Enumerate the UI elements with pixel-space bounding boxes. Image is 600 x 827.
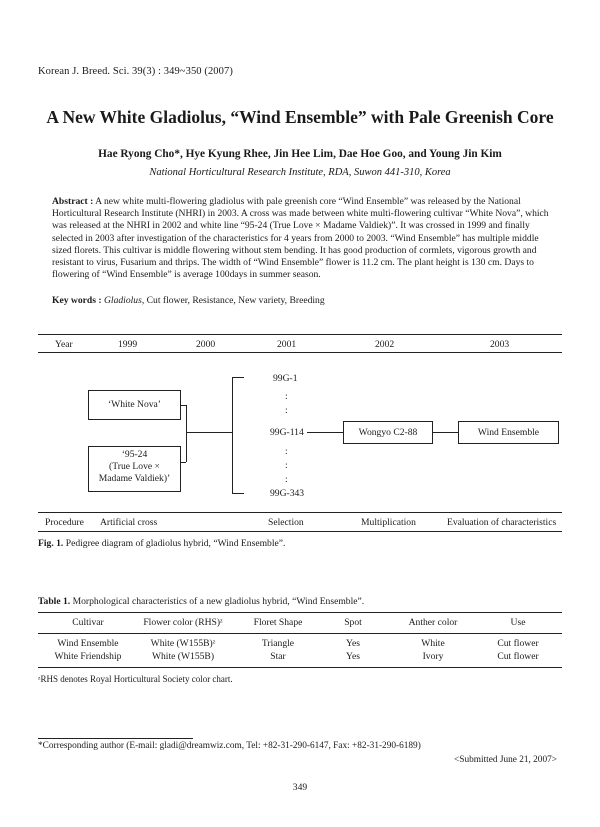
wind-ensemble-box: Wind Ensemble <box>458 421 559 444</box>
footnote-rule <box>38 738 193 739</box>
abstract-line-7: flowering of “Wind Ensemble” is average 100days in summer season. <box>52 269 321 281</box>
header-spot: Spot <box>344 617 362 628</box>
figure-caption <box>38 538 285 549</box>
keywords <box>52 295 550 306</box>
abstract-line-1: Abstract : A new white multi-flowering gladiolus with pale greenish core “Wind Ensemble” was released by the National <box>52 196 521 207</box>
connector-to-selection <box>186 432 232 433</box>
selection-dots-2: : <box>285 405 288 416</box>
header-floret-shape: Floret Shape <box>253 617 303 628</box>
figure-year-rule <box>38 352 562 353</box>
table-row <box>38 651 562 664</box>
submission-date: <Submitted June 21, 2007> <box>454 755 557 765</box>
procedure-multiplication: Multiplication <box>361 517 416 528</box>
author-list: Hae Ryong Cho*, Hye Kyung Rhee, Jin Hee Lim, Dae Hoe Goo, and Young Jin Kim <box>98 148 502 160</box>
connector-cross-vertical <box>186 405 187 462</box>
selection-dots-5: : <box>285 474 288 485</box>
year-2000: 2000 <box>196 339 216 350</box>
abstract-line-2: Horticultural Research Institute (NHRI) in 2003. A cross was made between white multi-flowering cultivar “White Nova”, which <box>52 208 549 220</box>
figure-top-rule <box>38 334 562 335</box>
paper-title: A New White Gladiolus, “Wind Ensemble” with Pale Greenish Core <box>46 107 554 127</box>
cell-flower-color: White (W155B) <box>151 651 215 662</box>
selection-dots-3: : <box>285 446 288 457</box>
selection-dots-1: : <box>285 391 288 402</box>
connector-to-evaluation <box>433 432 458 433</box>
cell-anther-color: White <box>421 638 445 649</box>
procedure-label: Procedure <box>45 517 84 528</box>
parent-white-nova-box: ‘White Nova’ <box>88 390 181 420</box>
selection-99g-343: 99G-343 <box>270 488 305 499</box>
keyword-gladiolus: Gladiolus <box>103 295 142 306</box>
cell-floret-shape: Triangle <box>261 638 295 649</box>
table-top-rule <box>38 612 562 613</box>
abstract-line-5: sized florets. This cultivar is middle flowering without stem bending. It has good production of cormlets, vigorous growth and <box>52 244 537 256</box>
affiliation: National Horticultural Research Institute, RDA, Suwon 441-310, Korea <box>149 167 451 178</box>
year-2001: 2001 <box>277 339 297 350</box>
figure-caption-text: Pedigree diagram of gladiolus hybrid, “Wind Ensemble”. <box>65 538 286 549</box>
header-cultivar: Cultivar <box>72 617 104 628</box>
figure-procedure-rule <box>38 512 562 513</box>
cell-cultivar: White Friendship <box>54 651 122 662</box>
abstract-label: Abstract : <box>52 196 94 207</box>
keywords-rest: , Cut flower, Resistance, New variety, Breeding <box>141 295 325 306</box>
figure-bottom-rule <box>38 531 562 532</box>
corresponding-author: *Corresponding author (E-mail: gladi@dreamwiz.com, Tel: +82-31-290-6147, Fax: +82-31-290-6189) <box>38 741 421 751</box>
selection-dots-4: : <box>285 460 288 471</box>
selection-bracket-top <box>232 377 244 378</box>
page-number: 349 <box>292 782 308 793</box>
table-bottom-rule <box>38 667 562 668</box>
table-header-row <box>38 617 562 631</box>
cell-use: Cut flower <box>497 638 539 649</box>
selection-bracket-bottom <box>232 493 244 494</box>
procedure-selection: Selection <box>268 517 304 528</box>
connector-95-24 <box>181 462 186 463</box>
header-flower-color: Flower color (RHS)ᶻ <box>143 617 223 628</box>
wongyo-c2-88-box: Wongyo C2-88 <box>343 421 433 444</box>
abstract-line-3: was released at the NHRI in 2002 and white line “95-24 (True Love × Madame Valdiek)”. It was crossed in 1999 and finally <box>52 220 530 232</box>
year-2003: 2003 <box>490 339 510 350</box>
abstract-line-6: resistant to virus, Fusarium and thrips. The width of “Wind Ensemble” flower is 11.2 cm. The plant height is 130 cm. Days to <box>52 257 534 269</box>
cell-anther-color: Ivory <box>422 651 444 662</box>
year-2002: 2002 <box>375 339 395 350</box>
selection-99g-114: 99G-114 <box>270 427 304 438</box>
selection-99g-1: 99G-1 <box>273 373 298 384</box>
parent-95-24-box <box>88 446 181 492</box>
cell-flower-color: White (W155B)ᶻ <box>150 638 216 649</box>
table-caption-text: Morphological characteristics of a new gladiolus hybrid, “Wind Ensemble”. <box>72 596 365 607</box>
cell-floret-shape: Star <box>270 651 286 662</box>
table-row <box>38 638 562 651</box>
table-caption-label: Table 1. <box>38 596 71 607</box>
parent-95-24-line-3: Madame Valdiek)’ <box>98 473 171 484</box>
year-1999: 1999 <box>118 339 138 350</box>
keywords-label: Key words : <box>52 295 102 306</box>
header-anther-color: Anther color <box>408 617 458 628</box>
parent-95-24-line-1: ‘95-24 <box>121 449 148 460</box>
header-use: Use <box>510 617 526 628</box>
procedure-evaluation: Evaluation of characteristics <box>447 517 557 528</box>
connector-to-multiplication <box>307 432 343 433</box>
abstract <box>52 196 550 281</box>
cell-spot: Yes <box>346 651 360 662</box>
table-header-rule <box>38 633 562 634</box>
selection-bracket <box>232 377 233 493</box>
cell-spot: Yes <box>346 638 360 649</box>
cell-cultivar: Wind Ensemble <box>57 638 119 649</box>
figure-caption-label: Fig. 1. <box>38 538 64 549</box>
year-label: Year <box>55 339 73 350</box>
parent-95-24-line-2: (True Love × <box>109 461 160 472</box>
procedure-artificial-cross: Artificial cross <box>100 517 158 528</box>
abstract-line-4: selected in 2003 after investigation of the characteristics for 4 years from 2000 to 2003. “Wind Ensemble” has multiple middle <box>52 232 539 244</box>
journal-citation: Korean J. Breed. Sci. 39(3) : 349~350 (2007) <box>38 66 233 77</box>
table-caption <box>38 596 364 607</box>
table-footnote: ᶻRHS denotes Royal Horticultural Society color chart. <box>38 674 233 684</box>
cell-use: Cut flower <box>497 651 539 662</box>
